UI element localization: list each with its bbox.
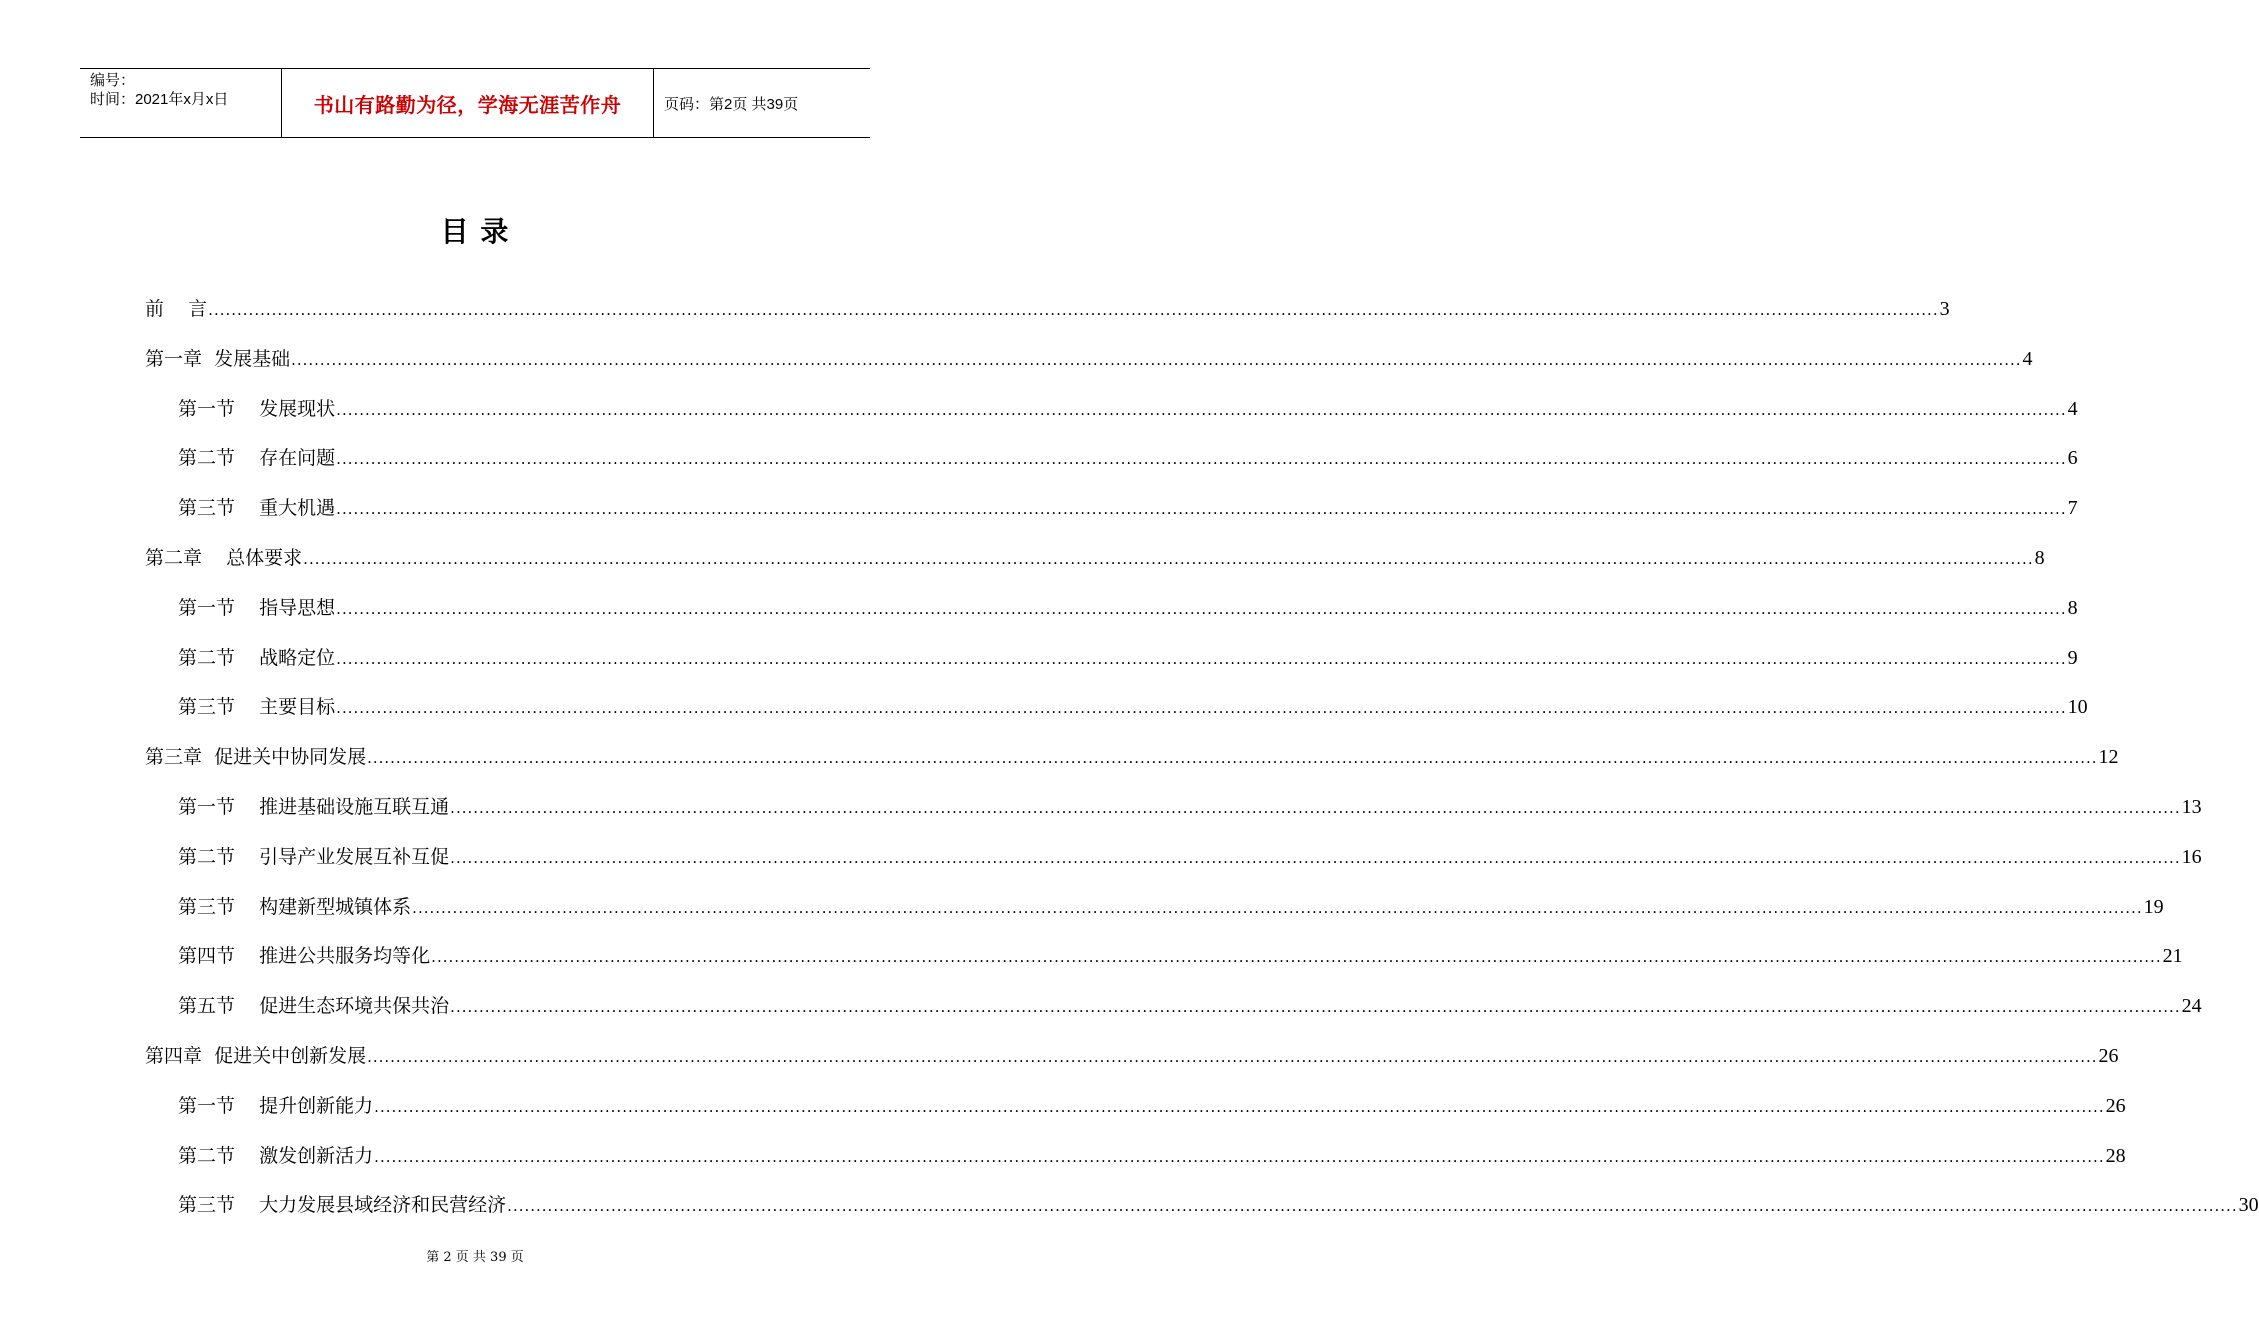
toc-entry-label: 第一节 提升创新能力 xyxy=(178,1094,374,1117)
toc-entry[interactable] xyxy=(178,1093,2126,1119)
toc-entry-label: 第一节 发展现状 xyxy=(178,397,336,420)
toc-entry-page: 6 xyxy=(2067,447,2078,470)
toc-entry-label: 第三章 促进关中协同发展 xyxy=(145,746,367,769)
toc-entry-page: 30 xyxy=(2238,1194,2259,1217)
toc-leader-dots: ............................................................................................................................................................................................................................................................................................................ xyxy=(336,599,2067,618)
page-header xyxy=(80,68,870,138)
toc-entry[interactable] xyxy=(178,1143,2126,1169)
header-meta xyxy=(80,69,282,137)
toc-entry-page: 28 xyxy=(2105,1144,2126,1167)
toc-entry[interactable] xyxy=(178,894,2164,920)
toc-leader-dots: ............................................................................................................................................................................................................................................................................................................ xyxy=(507,1197,2238,1216)
toc-entry[interactable] xyxy=(178,1192,2259,1218)
toc-leader-dots: ............................................................................................................................................................................................................................................................................................................ xyxy=(431,948,2162,967)
toc-entry[interactable] xyxy=(178,694,2088,720)
toc-entry-label: 第二节 战略定位 xyxy=(178,646,336,669)
toc-entry[interactable] xyxy=(145,744,2119,770)
toc-entry[interactable] xyxy=(178,844,2202,870)
toc-entry-page: 4 xyxy=(2067,397,2078,420)
toc-entry-label: 前 言 xyxy=(145,298,208,320)
toc-entry[interactable] xyxy=(178,794,2202,820)
toc-entry-label: 第二节 激发创新活力 xyxy=(178,1144,374,1167)
toc-entry-page: 8 xyxy=(2034,547,2045,569)
toc-entry-page: 7 xyxy=(2067,497,2078,520)
toc-entry-label: 第二节 引导产业发展互补互促 xyxy=(178,845,450,868)
toc-entry-page: 9 xyxy=(2067,646,2078,669)
toc-entry[interactable] xyxy=(178,396,2078,422)
toc-entry-label: 第一章 发展基础 xyxy=(145,347,291,370)
toc-entry-page: 8 xyxy=(2067,596,2078,619)
toc-leader-dots: ............................................................................................................................................................................................................................................................................................................ xyxy=(336,649,2067,668)
toc-entry-page: 13 xyxy=(2181,796,2202,818)
toc-entry-page: 3 xyxy=(1939,298,1950,320)
toc-entry-page: 4 xyxy=(2022,347,2033,370)
toc-entry-page: 24 xyxy=(2181,995,2202,1018)
toc-entry-label: 第二节 存在问题 xyxy=(178,447,336,470)
toc-leader-dots: ............................................................................................................................................................................................................................................................................................................ xyxy=(303,550,2034,568)
page-footer: 第 2 页 共 39 页 xyxy=(426,1250,524,1265)
header-page-info: 页码：第2页 共39页 xyxy=(664,95,799,113)
toc-entry-page: 19 xyxy=(2143,895,2164,918)
toc-entry-label: 第四节 推进公共服务均等化 xyxy=(178,945,431,968)
toc-entry-label: 第三节 大力发展县域经济和民营经济 xyxy=(178,1194,507,1217)
toc-entry-label: 第五节 促进生态环境共保共治 xyxy=(178,995,450,1018)
toc-leader-dots: ............................................................................................................................................................................................................................................................................................................ xyxy=(208,301,1939,319)
toc-leader-dots: ............................................................................................................................................................................................................................................................................................................ xyxy=(367,1048,2098,1066)
toc-entry[interactable] xyxy=(178,495,2078,521)
toc-entry[interactable] xyxy=(145,296,1950,322)
toc-entry-label: 第三节 重大机遇 xyxy=(178,497,336,520)
toc-entry-label: 第四章 促进关中创新发展 xyxy=(145,1045,367,1067)
toc-leader-dots: ............................................................................................................................................................................................................................................................................................................ xyxy=(374,1097,2105,1116)
page-title: 目 录 xyxy=(440,215,510,248)
toc-leader-dots: ............................................................................................................................................................................................................................................................................................................ xyxy=(412,898,2143,917)
toc-entry-label: 第三节 主要目标 xyxy=(178,696,336,719)
toc-leader-dots: ............................................................................................................................................................................................................................................................................................................ xyxy=(450,998,2181,1017)
toc-entry-label: 第二章 总体要求 xyxy=(145,547,303,569)
toc-entry[interactable] xyxy=(178,993,2202,1019)
toc-entry[interactable] xyxy=(178,595,2078,621)
toc-entry-label: 第一节 推进基础设施互联互通 xyxy=(178,796,450,818)
toc-entry-page: 12 xyxy=(2098,746,2119,769)
toc-entry-page: 26 xyxy=(2105,1094,2126,1117)
toc-entry-page: 16 xyxy=(2181,845,2202,868)
toc-entry[interactable] xyxy=(145,346,2033,372)
toc-entry[interactable] xyxy=(145,1043,2119,1069)
toc-entry[interactable] xyxy=(145,545,2045,571)
header-number: 编号： xyxy=(90,72,136,89)
toc-entry-label: 第一节 指导思想 xyxy=(178,596,336,619)
toc-entry[interactable] xyxy=(178,645,2078,671)
toc-leader-dots: ............................................................................................................................................................................................................................................................................................................ xyxy=(367,749,2098,768)
toc-entry-page: 26 xyxy=(2098,1045,2119,1067)
toc-leader-dots: ............................................................................................................................................................................................................................................................................................................ xyxy=(450,799,2181,817)
header-time: 时间：2021年x月x日 xyxy=(90,91,229,108)
toc-leader-dots: ............................................................................................................................................................................................................................................................................................................ xyxy=(336,450,2067,469)
toc-leader-dots: ............................................................................................................................................................................................................................................................................................................ xyxy=(450,848,2181,867)
toc-entry[interactable] xyxy=(178,445,2078,471)
header-motto: 书山有路勤为径，学海无涯苦作舟 xyxy=(282,69,654,137)
toc-leader-dots: ............................................................................................................................................................................................................................................................................................................ xyxy=(336,400,2067,419)
toc-entry-label: 第三节 构建新型城镇体系 xyxy=(178,895,412,918)
toc-entry[interactable] xyxy=(178,943,2183,969)
toc-leader-dots: ............................................................................................................................................................................................................................................................................................................ xyxy=(374,1147,2105,1166)
toc-leader-dots: ............................................................................................................................................................................................................................................................................................................ xyxy=(336,699,2067,718)
toc-entry-page: 10 xyxy=(2067,696,2088,719)
toc-entry-page: 21 xyxy=(2162,945,2183,968)
toc-leader-dots: ............................................................................................................................................................................................................................................................................................................ xyxy=(291,350,2022,369)
toc-leader-dots: ............................................................................................................................................................................................................................................................................................................ xyxy=(336,500,2067,519)
